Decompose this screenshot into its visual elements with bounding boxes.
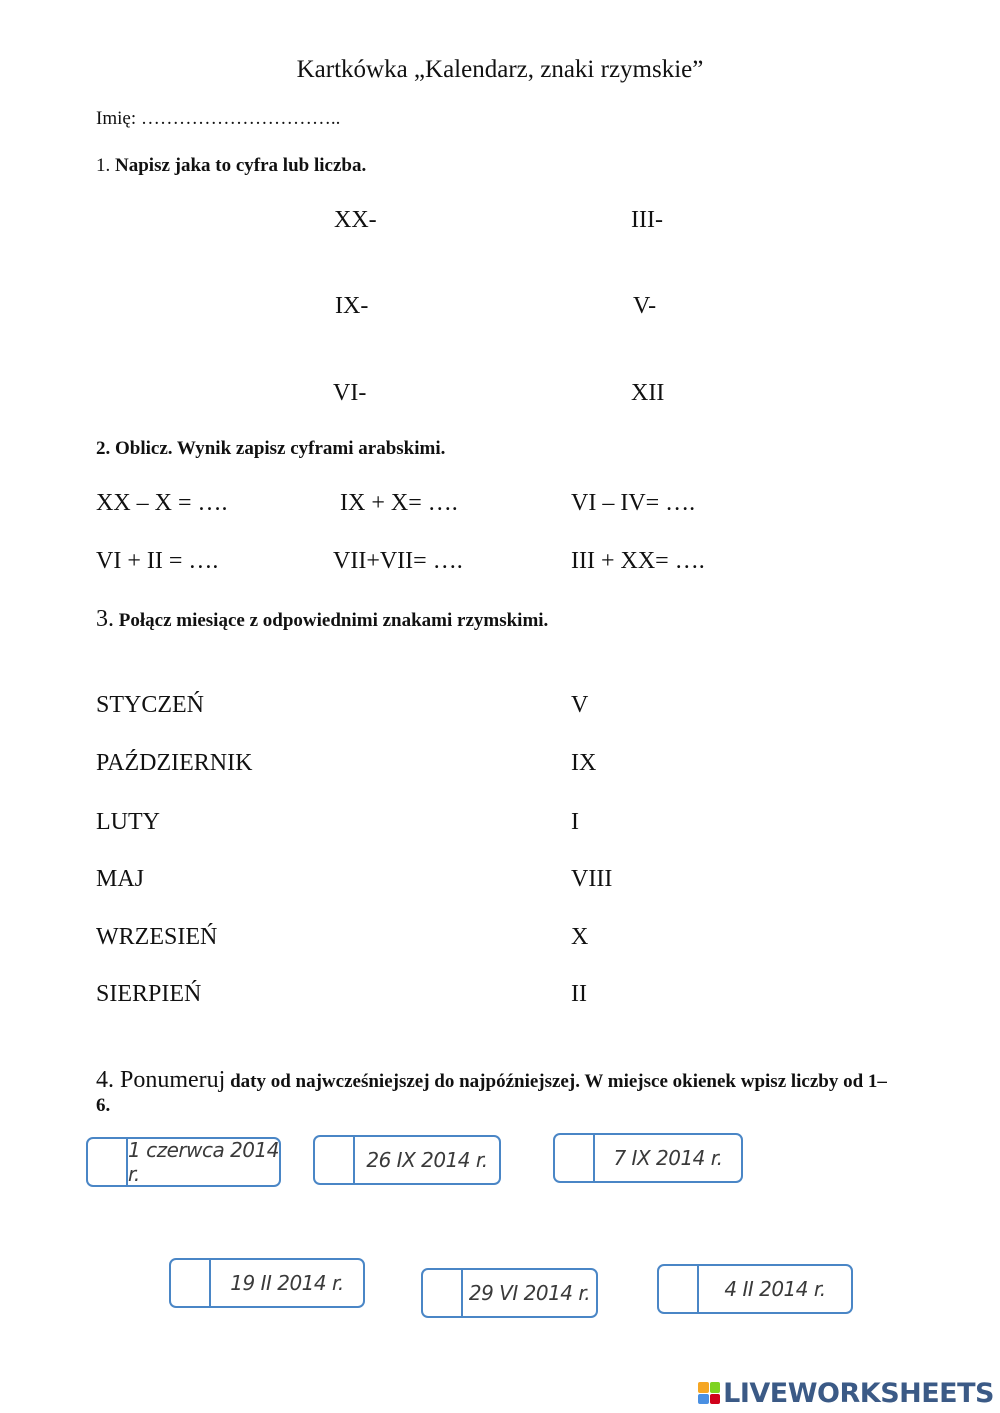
date-label: 4 II 2014 r. [724, 1277, 826, 1301]
name-field-label: Imię: ………………………….. [96, 108, 341, 129]
question-1-number: 1. [96, 155, 111, 176]
date-card [553, 1133, 743, 1183]
roman-item: V- [633, 293, 657, 319]
answer-box[interactable] [659, 1266, 699, 1312]
month-item: SIERPIEŃ [96, 981, 202, 1007]
question-4-heading [96, 1068, 896, 1118]
answer-box[interactable] [171, 1260, 211, 1306]
roman-item: XII [631, 380, 665, 406]
equation: VI – IV= …. [571, 490, 696, 516]
month-item: STYCZEŃ [96, 692, 204, 718]
date-label: 1 czerwca 2014 r. [128, 1138, 279, 1186]
logo-square [710, 1394, 721, 1405]
logo-text: LIVEWORKSHEETS [723, 1377, 994, 1409]
date-label: 19 II 2014 r. [230, 1271, 344, 1295]
month-roman: IX [571, 750, 597, 776]
date-card [313, 1135, 501, 1185]
answer-box[interactable] [88, 1139, 128, 1185]
logo-mark-icon [698, 1382, 720, 1404]
month-roman: II [571, 981, 587, 1007]
date-label: 7 IX 2014 r. [613, 1146, 723, 1170]
logo-square [698, 1382, 709, 1393]
logo-square [710, 1382, 721, 1393]
date-card [421, 1268, 598, 1318]
answer-box[interactable] [423, 1270, 463, 1316]
answer-box[interactable] [555, 1135, 595, 1181]
logo-square [698, 1394, 709, 1405]
equation: IX + X= …. [340, 490, 458, 516]
question-4-number: 4. Ponumeruj [96, 1067, 226, 1093]
month-roman: I [571, 809, 579, 835]
month-item: MAJ [96, 866, 145, 892]
month-roman: V [571, 692, 589, 718]
page-title: Kartkówka „Kalendarz, znaki rzymskie” [296, 56, 704, 83]
question-3-text: Połącz miesiące z odpowiednimi znakami rzymskimi. [118, 610, 549, 631]
roman-item: IX- [335, 293, 369, 319]
date-label: 29 VI 2014 r. [468, 1281, 591, 1305]
month-roman: VIII [571, 866, 613, 892]
date-card [169, 1258, 365, 1308]
date-card [657, 1264, 853, 1314]
equation: VI + II = …. [96, 548, 219, 574]
roman-item: XX- [334, 207, 377, 233]
roman-item: VI- [333, 380, 367, 406]
equation: III + XX= …. [571, 548, 705, 574]
month-item: PAŹDZIERNIK [96, 750, 253, 776]
date-card [86, 1137, 281, 1187]
answer-box[interactable] [315, 1137, 355, 1183]
liveworksheets-logo[interactable] [698, 1376, 994, 1410]
question-4-text: daty od najwcześniejszej do najpóźniejszej. W miejsce okienek wpisz liczby od 1–6. [96, 1071, 887, 1116]
question-1-text: Napisz jaka to cyfra lub liczba. [115, 155, 367, 176]
question-3-heading [96, 606, 548, 633]
month-roman: X [571, 924, 589, 950]
equation: VII+VII= …. [333, 548, 463, 574]
question-3-number: 3. [96, 606, 114, 632]
month-item: WRZESIEŃ [96, 924, 218, 950]
question-2-heading: 2. Oblicz. Wynik zapisz cyframi arabskimi. [96, 438, 446, 459]
roman-item: III- [631, 207, 663, 233]
month-item: LUTY [96, 809, 160, 835]
date-label: 26 IX 2014 r. [366, 1148, 488, 1172]
question-1-heading [96, 155, 366, 177]
equation: XX – X = …. [96, 490, 228, 516]
